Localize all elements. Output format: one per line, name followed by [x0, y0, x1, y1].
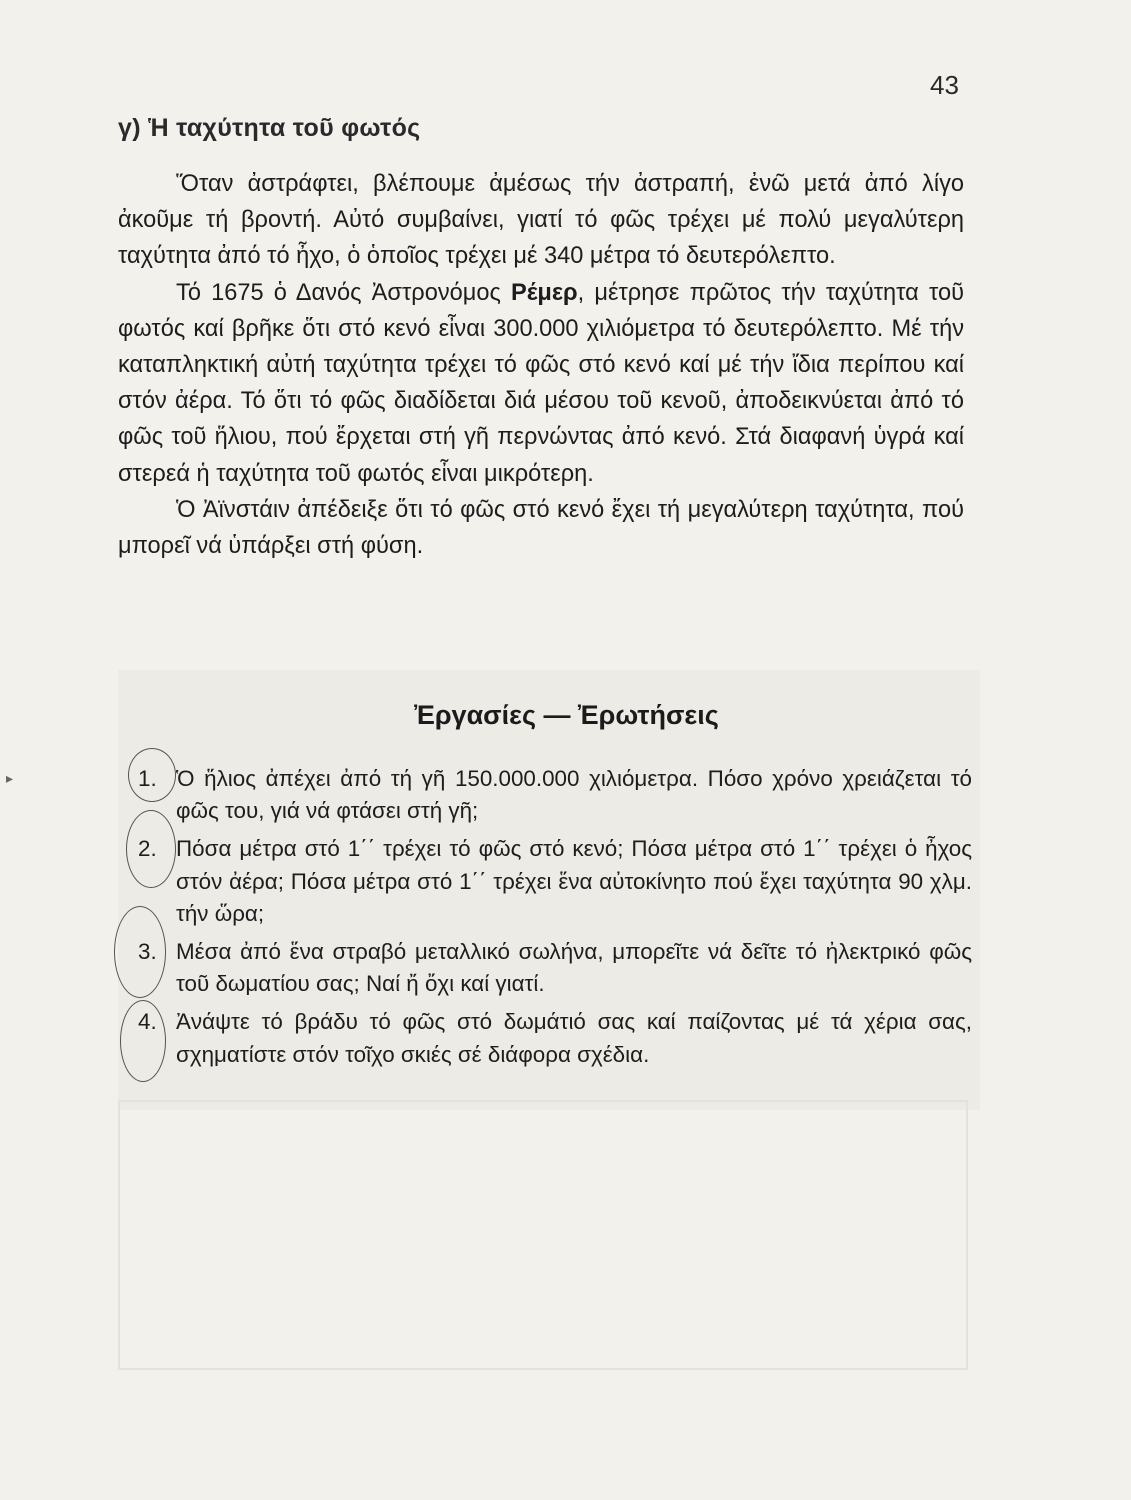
exercise-number: 1.: [138, 766, 157, 791]
paragraph: [118, 275, 964, 492]
exercise-number: 4.: [138, 1009, 157, 1035]
bleed-through-frame: [118, 1100, 968, 1370]
paragraph-text: , μέτρησε πρῶτος τήν ταχύτητα τοῦ φωτός καί βρῆκε ὅτι στό κενό εἶναι 300.000 χιλιόμετρα τό δευτερόλεπτο. Μέ τήν καταπληκτική αὐτή ταχύτητα τρέχει τό φῶς στό κενό καί μέ τήν ἴδια περίπου καί στόν ἀέρα. Τό ὅτι τό φῶς διαδίδεται διά μέσου τοῦ κενοῦ, ἀποδεικνύεται ἀπό τό φῶς τοῦ ἥλιου, πού ἔρχεται στή γῆ περνώντας ἀπό κενό. Στά διαφανή ὑγρά καί στερεά ἡ ταχύτητα τοῦ φωτός εἶναι μικρότερη.: [118, 279, 964, 487]
pencil-circle-mark: [128, 748, 176, 802]
exercise-item: [120, 936, 972, 1000]
exercise-item: [120, 833, 972, 930]
pencil-circle-mark: [120, 1000, 166, 1082]
page-number: 43: [930, 70, 959, 100]
exercise-item: [120, 763, 972, 827]
paragraph: [118, 492, 964, 564]
exercises-heading: [0, 700, 1131, 731]
body-text: [118, 166, 964, 564]
exercise-item: [120, 1006, 972, 1070]
bold-name: Ρέμερ: [511, 279, 578, 306]
section-heading: γ) Ἡ ταχύτητα τοῦ φωτός: [118, 114, 421, 142]
exercise-number: 2.: [138, 836, 157, 862]
exercise-text: Μέσα ἀπό ἕνα στραβό μεταλλικό σωλήνα, μπορεῖτε νά δεῖτε τό ἠλεκτρικό φῶς τοῦ δωματίου σας; Ναί ἤ ὄχι καί γιατί.: [176, 939, 972, 997]
pencil-circle-mark: [126, 810, 176, 888]
exercise-text: Ὁ ἥλιος ἀπέχει ἀπό τή γῆ 150.000.000 χιλιόμετρα. Πόσο χρόνο χρειάζεται τό φῶς του, γιά νά φτάσει στή γῆ;: [176, 766, 972, 824]
paragraph: [118, 166, 964, 275]
pencil-circle-mark: [114, 906, 166, 998]
exercise-number: 3.: [138, 939, 157, 965]
exercise-list: [120, 763, 972, 1077]
paragraph-text: Ὁ Ἀϊνστάιν ἀπέδειξε ὅτι τό φῶς στό κενό ἔχει τή μεγαλύτερη ταχύτητα, πού μπορεῖ νά ὑπάρξει στή φύση.: [118, 496, 964, 560]
paragraph-text: Ὅταν ἀστράφτει, βλέπουμε ἀμέσως τήν ἀστραπή, ἐνῶ μετά ἀπό λίγο ἀκοῦμε τή βροντή. Αὐτό συμβαίνει, γιατί τό φῶς τρέχει μέ πολύ μεγαλύτερη ταχύτητα ἀπό τό ἦχο, ὁ ὁποῖος τρέχει μέ 340 μέτρα τό δευτερόλεπτο.: [118, 171, 964, 270]
margin-tick-mark: ▸: [6, 770, 14, 786]
exercise-text: Πόσα μέτρα στό 1΄΄ τρέχει τό φῶς στό κενό; Πόσα μέτρα στό 1΄΄ τρέχει ὁ ἦχος στόν ἀέρα; Πόσα μέτρα στό 1΄΄ τρέχει ἕνα αὐτοκίνητο πού ἔχει ταχύτητα 90 χλμ. τήν ὥρα;: [176, 836, 972, 926]
exercise-text: Ἀνάψτε τό βράδυ τό φῶς στό δωμάτιό σας καί παίζοντας μέ τά χέρια σας, σχηματίστε στόν τοῖχο σκιές σέ διάφορα σχέδια.: [176, 1009, 972, 1067]
paragraph-text: Τό 1675 ὁ Δανός Ἀστρονόμος: [176, 279, 512, 306]
exercises-heading-text: Ἐργασίες — Ἐρωτήσεις: [414, 700, 719, 730]
